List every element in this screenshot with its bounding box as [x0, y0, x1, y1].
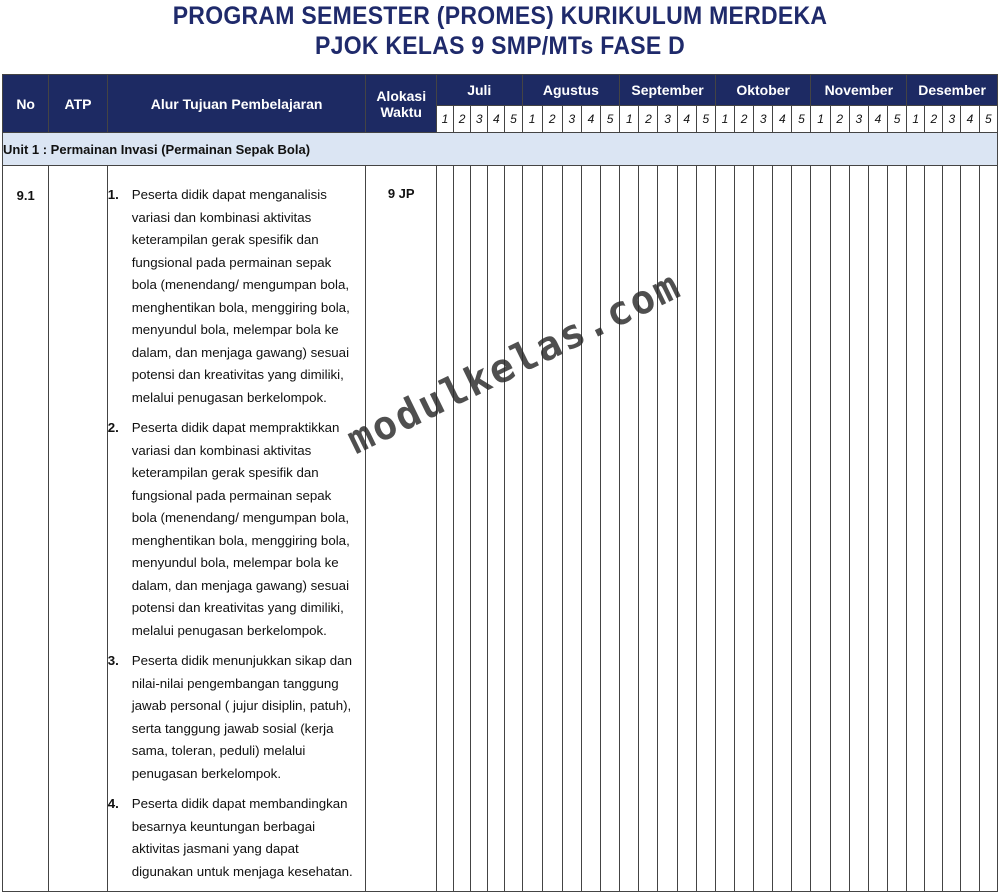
week-cell: [868, 166, 887, 892]
week-3-1: 1: [620, 106, 639, 133]
header-alokasi: [366, 75, 436, 133]
week-5-3: 3: [849, 106, 868, 133]
week-cell: [471, 166, 488, 892]
week-2-3: 3: [562, 106, 581, 133]
week-cell: [754, 166, 773, 892]
alur-item-text: Peserta didik menunjukkan sikap dan nilai-nilai pengembangan tanggung jawab personal ( jujur disiplin, patuh), serta tanggung jawab sosial (kerja sama, toleran, peduli) melalui penugasan berkelompok.: [131, 653, 352, 781]
week-cell: [979, 166, 997, 892]
week-cell: [562, 166, 581, 892]
month-agustus: Agustus: [522, 75, 620, 106]
week-cell: [925, 166, 943, 892]
alur-item: [108, 417, 358, 642]
week-6-1: 1: [907, 106, 925, 133]
week-4-5: 5: [792, 106, 811, 133]
week-cell: [677, 166, 696, 892]
page-title: PROGRAM SEMESTER (PROMES) KURIKULUM MERDEKA: [172, 2, 828, 30]
unit-label: Unit 1 : Permainan Invasi (Permainan Sepak Bola): [3, 133, 998, 166]
watermark: modulkelas.com: [339, 262, 689, 464]
week-1-5: 5: [505, 106, 522, 133]
week-5-5: 5: [887, 106, 906, 133]
week-cell: [601, 166, 620, 892]
week-cell: [454, 166, 471, 892]
week-4-2: 2: [734, 106, 753, 133]
alur-item: [108, 184, 358, 409]
week-cell: [907, 166, 925, 892]
row-alokasi: 9 JP: [366, 166, 436, 892]
week-6-4: 4: [961, 106, 979, 133]
alur-item-text: Peserta didik dapat membandingkan besarnya keuntungan berbagai aktivitas jasmani yang dapat digunakan untuk menjaga kesehatan.: [131, 796, 353, 879]
week-cell: [943, 166, 961, 892]
week-1-4: 4: [488, 106, 505, 133]
week-3-4: 4: [677, 106, 696, 133]
week-cell: [620, 166, 639, 892]
week-cell: [773, 166, 792, 892]
week-1-1: 1: [436, 106, 453, 133]
week-2-1: 1: [522, 106, 542, 133]
week-2-5: 5: [601, 106, 620, 133]
week-5-4: 4: [868, 106, 887, 133]
alur-list: [108, 166, 366, 883]
week-2-2: 2: [542, 106, 562, 133]
row-atp: [49, 166, 107, 892]
month-september: September: [620, 75, 716, 106]
week-1-2: 2: [454, 106, 471, 133]
header-no: No: [3, 75, 49, 133]
alur-item-number: 4.: [107, 796, 119, 811]
row-alur: [107, 166, 366, 892]
week-cell: [696, 166, 715, 892]
month-desember: Desember: [907, 75, 998, 106]
week-cell: [887, 166, 906, 892]
header-alokasi-line2: Waktu: [380, 103, 422, 120]
week-3-3: 3: [658, 106, 677, 133]
week-5-1: 1: [811, 106, 830, 133]
promes-table: [2, 74, 998, 892]
week-5-2: 2: [830, 106, 849, 133]
week-4-3: 3: [754, 106, 773, 133]
week-6-3: 3: [943, 106, 961, 133]
week-cell: [811, 166, 830, 892]
month-oktober: Oktober: [715, 75, 811, 106]
month-november: November: [811, 75, 907, 106]
row-no: 9.1: [3, 166, 49, 892]
week-2-4: 4: [581, 106, 600, 133]
week-6-2: 2: [925, 106, 943, 133]
alur-item: [108, 650, 358, 785]
week-cell: [505, 166, 522, 892]
alur-item-number: 3.: [107, 653, 119, 668]
week-cell: [581, 166, 600, 892]
header-alokasi-line1: Alokasi: [376, 87, 427, 104]
alur-item-text: Peserta didik dapat menganalisis variasi dan kombinasi aktivitas keterampilan gerak spesifik dan fungsional pada permainan sepak bola (menendang/ mengumpan bola, menghentikan bola, menggiring bola, menyundul bola, melempar bola ke dalam, dan menjaga gawang) sesuai potensi dan kreativitas yang dimiliki, melalui penugasan berkelompok.: [131, 187, 350, 405]
week-cell: [488, 166, 505, 892]
week-cell: [542, 166, 562, 892]
week-6-5: 5: [979, 106, 997, 133]
week-cell: [715, 166, 734, 892]
week-cell: [830, 166, 849, 892]
page-subtitle: PJOK KELAS 9 SMP/MTs FASE D: [315, 32, 685, 60]
alur-item-number: 1.: [107, 187, 119, 202]
week-cell: [522, 166, 542, 892]
header-alur: Alur Tujuan Pembelajaran: [107, 75, 366, 133]
week-cell: [436, 166, 453, 892]
week-cell: [734, 166, 753, 892]
week-cell: [792, 166, 811, 892]
week-3-2: 2: [639, 106, 658, 133]
alur-item-text: Peserta didik dapat mempraktikkan variasi dan kombinasi aktivitas keterampilan gerak spesifik dan fungsional pada permainan sepak bola (menendang/ mengumpan bola, menghentikan bola, menggiring bola, menyundul bola, melempar bola ke dalam, dan menjaga gawang) sesuai potensi dan kreativitas yang dimiliki, melalui penugasan berkelompok.: [131, 420, 350, 638]
week-4-4: 4: [773, 106, 792, 133]
week-4-1: 1: [715, 106, 734, 133]
week-1-3: 3: [471, 106, 488, 133]
week-cell: [849, 166, 868, 892]
alur-item-number: 2.: [107, 420, 119, 435]
month-juli: Juli: [436, 75, 522, 106]
header-atp: ATP: [49, 75, 107, 133]
alur-item: [108, 793, 358, 883]
week-3-5: 5: [696, 106, 715, 133]
week-cell: [961, 166, 979, 892]
